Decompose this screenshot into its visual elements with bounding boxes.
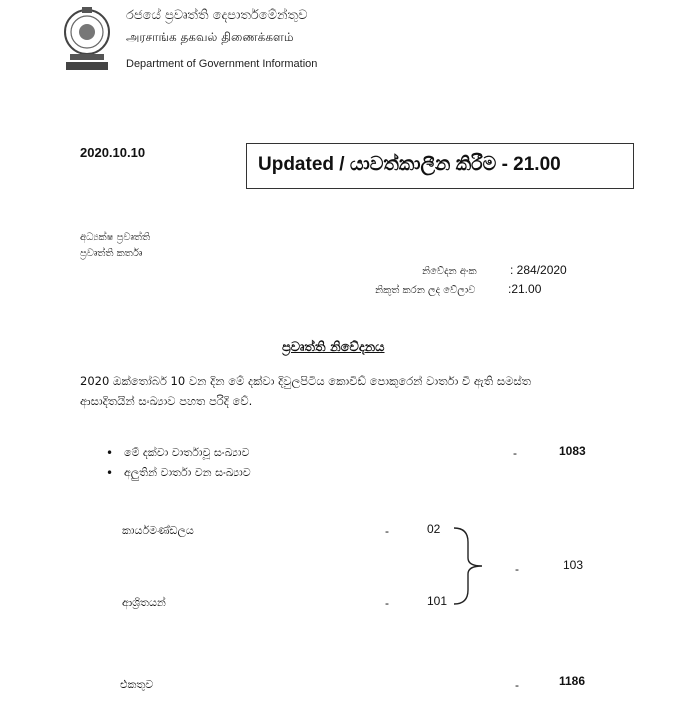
bullet-icon: • — [106, 446, 114, 460]
dependents-value: 101 — [427, 594, 448, 608]
total-label: එකතුව — [120, 678, 154, 691]
release-number-label: නිවේදන අංක — [422, 266, 477, 277]
release-time-value: :21.00 — [508, 282, 542, 296]
total-value: 1186 — [559, 674, 586, 688]
intro-line-1: 2020 ඔක්තෝබර් 10 වන දින මේ දක්වා දිවුලපිටිය කොවිඩ් පොකුරෙන් වාර්තා වී ඇති සමස්ත — [80, 374, 531, 388]
sri-lanka-emblem-icon — [62, 4, 112, 74]
recipient-director-news: අධ්‍යක්ෂ ප්‍රවෘත්ති — [80, 232, 151, 243]
document-title: ප්‍රවෘත්ති නිවේදනය — [282, 340, 385, 355]
update-text: Updated / යාවත්කාලීන කිරීම - 21.00 — [258, 154, 561, 175]
release-date: 2020.10.10 — [80, 145, 146, 160]
new-total-value: 103 — [563, 558, 584, 572]
recipient-news-editor: ප්‍රවෘත්ති කර්තෘ — [80, 248, 143, 259]
dependents-label: ආශ්‍රිතයන් — [122, 596, 166, 609]
dept-name-sinhala: රජයේ ප්‍රවෘත්ති දෙපාර්තමේන්තුව — [126, 8, 308, 23]
release-number-value: : 284/2020 — [510, 263, 567, 277]
new-total-dash: - — [515, 562, 519, 576]
bullet-icon: • — [106, 466, 114, 480]
staff-dash: - — [385, 524, 389, 538]
reported-dash: - — [513, 446, 517, 460]
right-brace-icon — [440, 520, 500, 610]
reported-count-label: මේ දක්වා වාර්තාවූ සංඛ්‍යාව — [124, 446, 250, 459]
intro-line-2: ආසාදිතයින් සංඛ්‍යාව පහත පරිදි වේ. — [80, 394, 253, 408]
dept-name-english: Department of Government Information — [126, 58, 318, 70]
release-time-label: නිකුත් කරන ලද වේලාව — [375, 285, 476, 296]
staff-value: 02 — [427, 522, 441, 536]
dependents-dash: - — [385, 596, 389, 610]
total-dash: - — [515, 678, 519, 692]
reported-count-value: 1083 — [559, 444, 586, 458]
new-count-label: අලුතින් වාර්තා වන සංඛ්‍යාව — [124, 466, 251, 479]
dept-name-tamil: அரசாங்க தகவல் திணைக்களம் — [126, 30, 294, 44]
staff-label: කාර්යමණ්ඩලය — [122, 524, 194, 537]
